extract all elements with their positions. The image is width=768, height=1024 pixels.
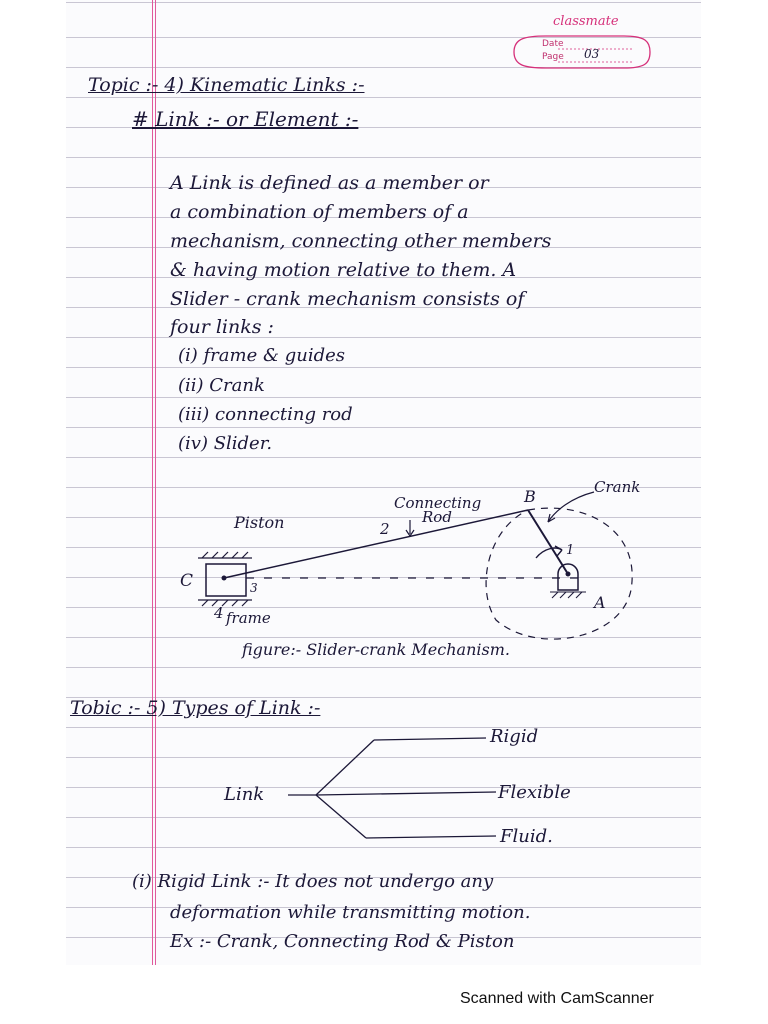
paragraph-line: four links : — [170, 316, 274, 338]
branch-fluid — [316, 795, 366, 838]
tree-branch-rigid: Rigid — [490, 726, 539, 747]
rigid-link-line: Ex :- Crank, Connecting Rod & Piston — [170, 931, 515, 952]
notebook-page — [66, 0, 701, 965]
list-item: (ii) Crank — [178, 375, 265, 396]
paragraph-line: mechanism, connecting other members — [170, 230, 552, 252]
branch-rigid — [316, 740, 374, 795]
point-c-label: C — [180, 571, 194, 591]
paragraph-line: A Link is defined as a member or — [170, 172, 489, 194]
connecting-label: Connecting — [394, 494, 482, 512]
piston-label: Piston — [234, 513, 285, 532]
rod-arrow-icon — [406, 520, 414, 536]
date-page-stamp — [506, 32, 656, 72]
tree-branch-fluid: Fluid. — [500, 826, 553, 847]
rod-label: Rod — [422, 508, 452, 526]
crank-circle-path — [486, 508, 632, 639]
tree-branch-flexible: Flexible — [498, 782, 571, 803]
branch-flexible — [316, 792, 496, 795]
link-heading: # Link :- or Element :- — [132, 107, 359, 131]
page-number: 03 — [584, 47, 600, 61]
link-4-label: 4 — [214, 604, 224, 622]
point-a-label: A — [594, 593, 606, 612]
topic-5-title: Tobic :- 5) Types of Link :- — [70, 697, 321, 719]
brand-logo: classmate — [553, 14, 619, 29]
paragraph-line: Slider - crank mechanism consists of — [170, 288, 525, 310]
tree-root-label: Link — [224, 784, 265, 805]
stamp-frame-icon — [506, 32, 656, 72]
fixed-pivot-a — [558, 564, 578, 590]
paragraph-line: a combination of members of a — [170, 201, 469, 223]
list-item: (iv) Slider. — [178, 433, 273, 454]
scanner-watermark: Scanned with CamScanner — [460, 990, 654, 1007]
figure-caption: figure:- Slider-crank Mechanism. — [242, 640, 510, 659]
rigid-link-line: deformation while transmitting motion. — [170, 902, 531, 923]
list-item: (iii) connecting rod — [178, 404, 353, 425]
pin-c — [222, 576, 227, 581]
paragraph-line: & having motion relative to them. A — [170, 259, 517, 281]
crank-label: Crank — [594, 478, 641, 496]
link-2-label: 2 — [380, 520, 390, 538]
topic-4-title: Topic :- 4) Kinematic Links :- — [88, 74, 365, 96]
date-label: Date — [542, 39, 564, 49]
list-item: (i) frame & guides — [178, 345, 345, 366]
pivot-hatching — [550, 592, 586, 598]
piston-block — [206, 564, 246, 596]
frame-label: frame — [226, 609, 271, 627]
link-1-label: 1 — [566, 543, 575, 558]
page-label: Page — [542, 52, 564, 62]
crank-leader-arrow — [548, 492, 594, 522]
link-types-tree — [66, 720, 701, 860]
point-b-label: B — [524, 487, 536, 506]
rigid-link-line: (i) Rigid Link :- It does not undergo any — [132, 871, 494, 892]
link-3-label: 3 — [250, 581, 258, 595]
